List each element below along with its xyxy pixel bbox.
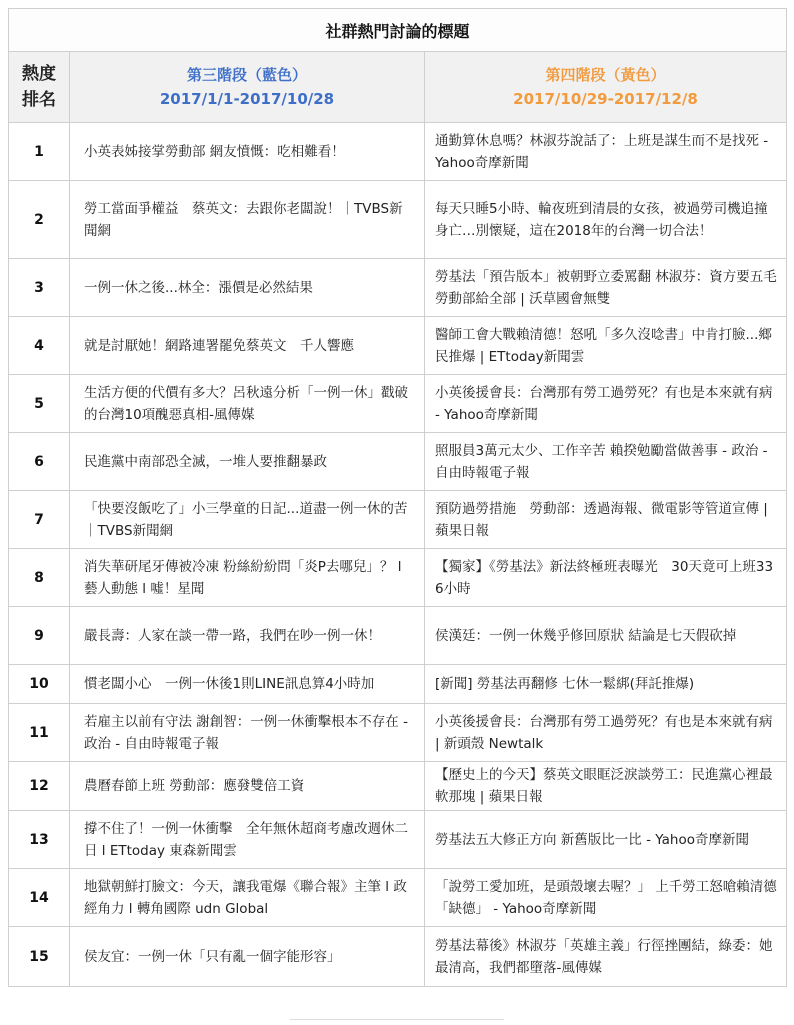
rank-cell: 6 — [9, 433, 70, 491]
stage3-title-cell: 侯友宜：一例一休「只有亂一個字能形容」 — [70, 927, 425, 987]
stage3-title-cell: 嚴長壽：人家在談一帶一路，我們在吵一例一休！ — [70, 607, 425, 665]
table-row — [9, 259, 787, 317]
table-row — [9, 704, 787, 762]
stage3-title-cell: 農曆春節上班 勞動部：應發雙倍工資 — [70, 762, 425, 811]
stage3-dates: 2017/1/1-2017/10/28 — [159, 90, 335, 108]
stage4-name: 第四階段（黃色） — [545, 66, 666, 84]
rank-cell: 9 — [9, 607, 70, 665]
page-bottom-divider — [290, 1019, 504, 1025]
table-row — [9, 549, 787, 607]
table-row — [9, 375, 787, 433]
stage4-title-cell: [新聞] 勞基法再翻修 七休一鬆綁(拜託推爆) — [425, 665, 787, 704]
stage4-title-cell: 【歷史上的今天】蔡英文眼眶泛淚談勞工：民進黨心裡最軟那塊 | 蘋果日報 — [425, 762, 787, 811]
stage3-title-cell: 就是討厭她！網路連署罷免蔡英文 千人響應 — [70, 317, 425, 375]
stage3-title-cell: 勞工當面爭權益 蔡英文：去跟你老闆說！｜TVBS新聞網 — [70, 181, 425, 259]
stage4-title-cell: 勞基法「預告版本」被朝野立委罵翻 林淑芬：資方要五毛勞動部給全部 | 沃草國會無雙 — [425, 259, 787, 317]
rank-cell: 11 — [9, 704, 70, 762]
rank-cell: 4 — [9, 317, 70, 375]
stage4-header — [425, 52, 787, 123]
rank-header-line1: 熱度 — [22, 64, 56, 84]
stage4-dates: 2017/10/29-2017/12/8 — [513, 90, 698, 108]
stage4-title-cell: 侯漢廷：一例一休幾乎修回原狀 結論是七天假砍掉 — [425, 607, 787, 665]
table-title: 社群熱門討論的標題 — [9, 9, 787, 52]
stage3-title-cell: 消失華研尾牙傳被冷凍 粉絲紛紛問「炎P去哪兒」？ l 藝人動態 l 噓！星聞 — [70, 549, 425, 607]
rank-cell: 12 — [9, 762, 70, 811]
rank-cell: 3 — [9, 259, 70, 317]
table-row — [9, 927, 787, 987]
stage3-title-cell: 小英表姊接掌勞動部 網友憤慨：吃相難看！ — [70, 123, 425, 181]
table-row — [9, 869, 787, 927]
stage4-title-cell: 小英後援會長：台灣那有勞工過勞死？有也是本來就有病 - Yahoo奇摩新聞 — [425, 375, 787, 433]
table-row — [9, 491, 787, 549]
rank-cell: 2 — [9, 181, 70, 259]
table-row — [9, 665, 787, 704]
rank-cell: 1 — [9, 123, 70, 181]
rank-cell: 8 — [9, 549, 70, 607]
stage3-title-cell: 慣老闆小心 一例一休後1則LINE訊息算4小時加 — [70, 665, 425, 704]
stage4-title-cell: 照服員3萬元太少、工作辛苦 賴揆勉勵當做善事 - 政治 - 自由時報電子報 — [425, 433, 787, 491]
stage3-title-cell: 民進黨中南部恐全滅，一堆人要推翻暴政 — [70, 433, 425, 491]
stage4-title-cell: 【獨家】《勞基法》新法終極班表曝光 30天竟可上班336小時 — [425, 549, 787, 607]
rank-cell: 5 — [9, 375, 70, 433]
stage4-title-cell: 「說勞工愛加班，是頭殼壞去喔？」 上千勞工怒嗆賴清德「缺德」 - Yahoo奇摩新聞 — [425, 869, 787, 927]
trending-titles-table — [8, 8, 787, 987]
stage3-name: 第三階段（藍色） — [186, 66, 307, 84]
rank-header — [9, 52, 70, 123]
table-row — [9, 181, 787, 259]
stage3-title-cell: 「快要沒飯吃了」小三學童的日記...道盡一例一休的苦｜TVBS新聞網 — [70, 491, 425, 549]
stage4-title-cell: 勞基法五大修正方向 新舊版比一比 - Yahoo奇摩新聞 — [425, 811, 787, 869]
stage3-header — [70, 52, 425, 123]
table-row — [9, 433, 787, 491]
rank-cell: 10 — [9, 665, 70, 704]
stage3-title-cell: 撐不住了！一例一休衝擊 全年無休超商考慮改週休二日 l ETtoday 東森新聞雲 — [70, 811, 425, 869]
stage4-title-cell: 勞基法幕後》林淑芬「英雄主義」行徑挫團結，綠委：她最清高，我們都墮落-風傳媒 — [425, 927, 787, 987]
rank-cell: 7 — [9, 491, 70, 549]
stage3-title-cell: 地獄朝鮮打臉文：今天，讓我電爆《聯合報》主筆 l 政經角力 l 轉角國際 udn Global — [70, 869, 425, 927]
table-row — [9, 762, 787, 811]
stage4-title-cell: 每天只睡5小時、輪夜班到清晨的女孩，被過勞司機追撞身亡…別懷疑，這在2018年的台灣一切合法！ — [425, 181, 787, 259]
rank-cell: 15 — [9, 927, 70, 987]
table-row — [9, 317, 787, 375]
stage3-title-cell: 若雇主以前有守法 謝創智：一例一休衝擊根本不存在 - 政治 - 自由時報電子報 — [70, 704, 425, 762]
rank-cell: 14 — [9, 869, 70, 927]
stage4-title-cell: 小英後援會長：台灣那有勞工過勞死？有也是本來就有病 | 新頭殼 Newtalk — [425, 704, 787, 762]
rank-cell: 13 — [9, 811, 70, 869]
stage4-title-cell: 通勤算休息嗎？林淑芬說話了：上班是謀生而不是找死 - Yahoo奇摩新聞 — [425, 123, 787, 181]
stage4-title-cell: 預防過勞措施 勞動部：透過海報、微電影等管道宣傳 | 蘋果日報 — [425, 491, 787, 549]
rank-header-line2: 排名 — [22, 90, 56, 110]
table-row — [9, 607, 787, 665]
table-row — [9, 811, 787, 869]
stage3-title-cell: 生活方便的代價有多大？呂秋遠分析「一例一休」戳破的台灣10項醜惡真相-風傳媒 — [70, 375, 425, 433]
stage3-title-cell: 一例一休之後...林全：漲價是必然結果 — [70, 259, 425, 317]
stage4-title-cell: 醫師工會大戰賴清德！怒吼「多久沒唸書」中肯打臉...鄉民推爆 | ETtoday新聞雲 — [425, 317, 787, 375]
table-row — [9, 123, 787, 181]
